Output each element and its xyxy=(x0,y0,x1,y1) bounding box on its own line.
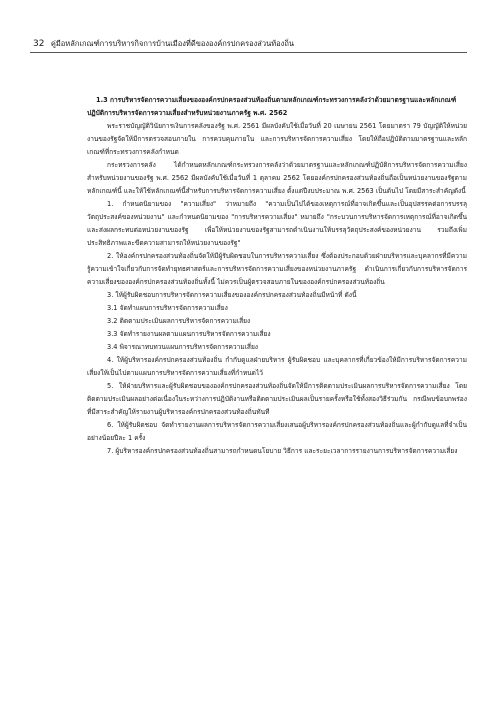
section-body xyxy=(87,94,467,458)
running-header xyxy=(33,38,294,50)
sub-list-item: 3.3 จัดทำรายงานผลตามแผนการบริหารจัดการความเสี่ยง xyxy=(107,330,271,338)
list-item: 5. ให้ฝ่ายบริหารและผู้รับผิดชอบขององค์กรปกครองส่วนท้องถิ่นจัดให้มีการติดตามประเมินผลการบริหารจัดการความเสี่ยง โดยติดตามประเมินผลอย่างต่อเนื่องในระหว่างการปฏิบัติงานหรือติดตามประเมินผลเป็นรายครั้งหรือใช้ทั้งสองวิธีร่วมกัน กรณีพบข้อบกพร่องที่มีสาระสำคัญให้รายงานผู้บริหารองค์กรปกครองส่วนท้องถิ่นทันที xyxy=(87,382,467,416)
section-title: 1.3 การบริหารจัดการความเสี่ยงขององค์กรปกครองส่วนท้องถิ่นตามหลักเกณฑ์กระทรวงการคลังว่าด้วยมาตรฐานและหลักเกณฑ์ปฏิบัติการบริหารจัดการความเสี่ยงสำหรับหน่วยงานภาครัฐ พ.ศ. 2562 xyxy=(87,96,457,117)
sub-list-item: 3.4 พิจารณาทบทวนแผนการบริหารจัดการความเสี่ยง xyxy=(107,343,259,351)
paragraph: กระทรวงการคลัง ได้กำหนดหลักเกณฑ์กระทรวงการคลังว่าด้วยมาตรฐานและหลักเกณฑ์ปฏิบัติการบริหารจัดการความเสี่ยงสำหรับหน่วยงานของรัฐ พ.ศ. 2562 มีผลบังคับใช้เมื่อวันที่ 1 ตุลาคม 2562 โดยองค์กรปกครองส่วนท้องถิ่นถือเป็นหน่วยงานของรัฐตามหลักเกณฑ์นี้ และให้ใช้หลักเกณฑ์นี้สำหรับการบริหารจัดการความเสี่ยง ตั้งแต่ปีงบประมาณ พ.ศ. 2563 เป็นต้นไป โดยมีสาระสำคัญดังนี้ xyxy=(87,161,467,195)
paragraph: พระราชบัญญัติวินัยการเงินการคลังของรัฐ พ.ศ. 2561 มีผลบังคับใช้เมื่อวันที่ 20 เมษายน 2561 โดยมาตรา 79 บัญญัติให้หน่วยงานของรัฐจัดให้มีการตรวจสอบภายใน การควบคุมภายใน และการบริหารจัดการความเสี่ยง โดยให้ถือปฏิบัติตามมาตรฐานและหลักเกณฑ์ที่กระทรวงการคลังกำหนด xyxy=(87,122,467,156)
list-item: 2. ให้องค์กรปกครองส่วนท้องถิ่นจัดให้มีผู้รับผิดชอบในการบริหารความเสี่ยง ซึ่งต้องประกอบด้วยฝ่ายบริหารและบุคลากรที่มีความรู้ความเข้าใจเกี่ยวกับการจัดทำยุทธศาสตร์และการบริหารจัดการความเสี่ยงของหน่วยงานภาครัฐ ดำเนินการเกี่ยวกับการบริหารจัดการความเสี่ยงขององค์กรปกครองส่วนท้องถิ่นทั้งนี้ ไม่ควรเป็นผู้ตรวจสอบภายในขององค์กรปกครองส่วนท้องถิ่น xyxy=(87,252,467,286)
header-rule xyxy=(30,52,467,53)
sub-list-item: 3.1 จัดทำแผนการบริหารจัดการความเสี่ยง xyxy=(107,304,228,312)
list-item: 1. กำหนดนิยามของ "ความเสี่ยง" ว่าหมายถึง "ความเป็นไปได้ของเหตุการณ์ที่อาจเกิดขึ้นและเป็นอุปสรรคต่อการบรรลุวัตถุประสงค์ของหน่วยงาน" และกำหนดนิยามของ "การบริหารความเสี่ยง" หมายถึง "กระบวนการบริหารจัดการเหตุการณ์ที่อาจเกิดขึ้นและส่งผลกระทบต่อหน่วยงานของรัฐ เพื่อให้หน่วยงานของรัฐสามารถดำเนินงานให้บรรลุวัตถุประสงค์ของหน่วยงาน รวมถึงเพิ่มประสิทธิภาพและขีดความสามารถให้หน่วยงานของรัฐ" xyxy=(87,200,467,247)
running-header-title: คู่มือหลักเกณฑ์การบริหารกิจการบ้านเมืองที่ดีขององค์กรปกครองส่วนท้องถิ่น xyxy=(50,39,294,48)
sub-list-item: 3.2 ติดตามประเมินผลการบริหารจัดการความเสี่ยง xyxy=(107,317,251,325)
list-item: 3. ให้ผู้รับผิดชอบการบริหารจัดการความเสี่ยงขององค์กรปกครองส่วนท้องถิ่นมีหน้าที่ ดังนี้ xyxy=(107,291,357,299)
page-number: 32 xyxy=(33,39,45,49)
list-item: 7. ผู้บริหารองค์กรปกครองส่วนท้องถิ่นสามารถกำหนดนโยบาย วิธีการ และระยะเวลาการรายงานการบริหารจัดการความเสี่ยง xyxy=(107,447,458,455)
list-item: 6. ให้ผู้รับผิดชอบ จัดทำรายงานผลการบริหารจัดการความเสี่ยงเสนอผู้บริหารองค์กรปกครองส่วนท้องถิ่นและผู้กำกับดูแลที่จำเป็นอย่างน้อยปีละ 1 ครั้ง xyxy=(87,421,467,442)
list-item: 4. ให้ผู้บริหารองค์กรปกครองส่วนท้องถิ่น กำกับดูแลฝ่ายบริหาร ผู้รับผิดชอบ และบุคลากรที่เกี่ยวข้องให้มีการบริหารจัดการความเสี่ยงให้เป็นไปตามแผนการบริหารจัดการความเสี่ยงที่กำหนดไว้ xyxy=(87,356,467,377)
